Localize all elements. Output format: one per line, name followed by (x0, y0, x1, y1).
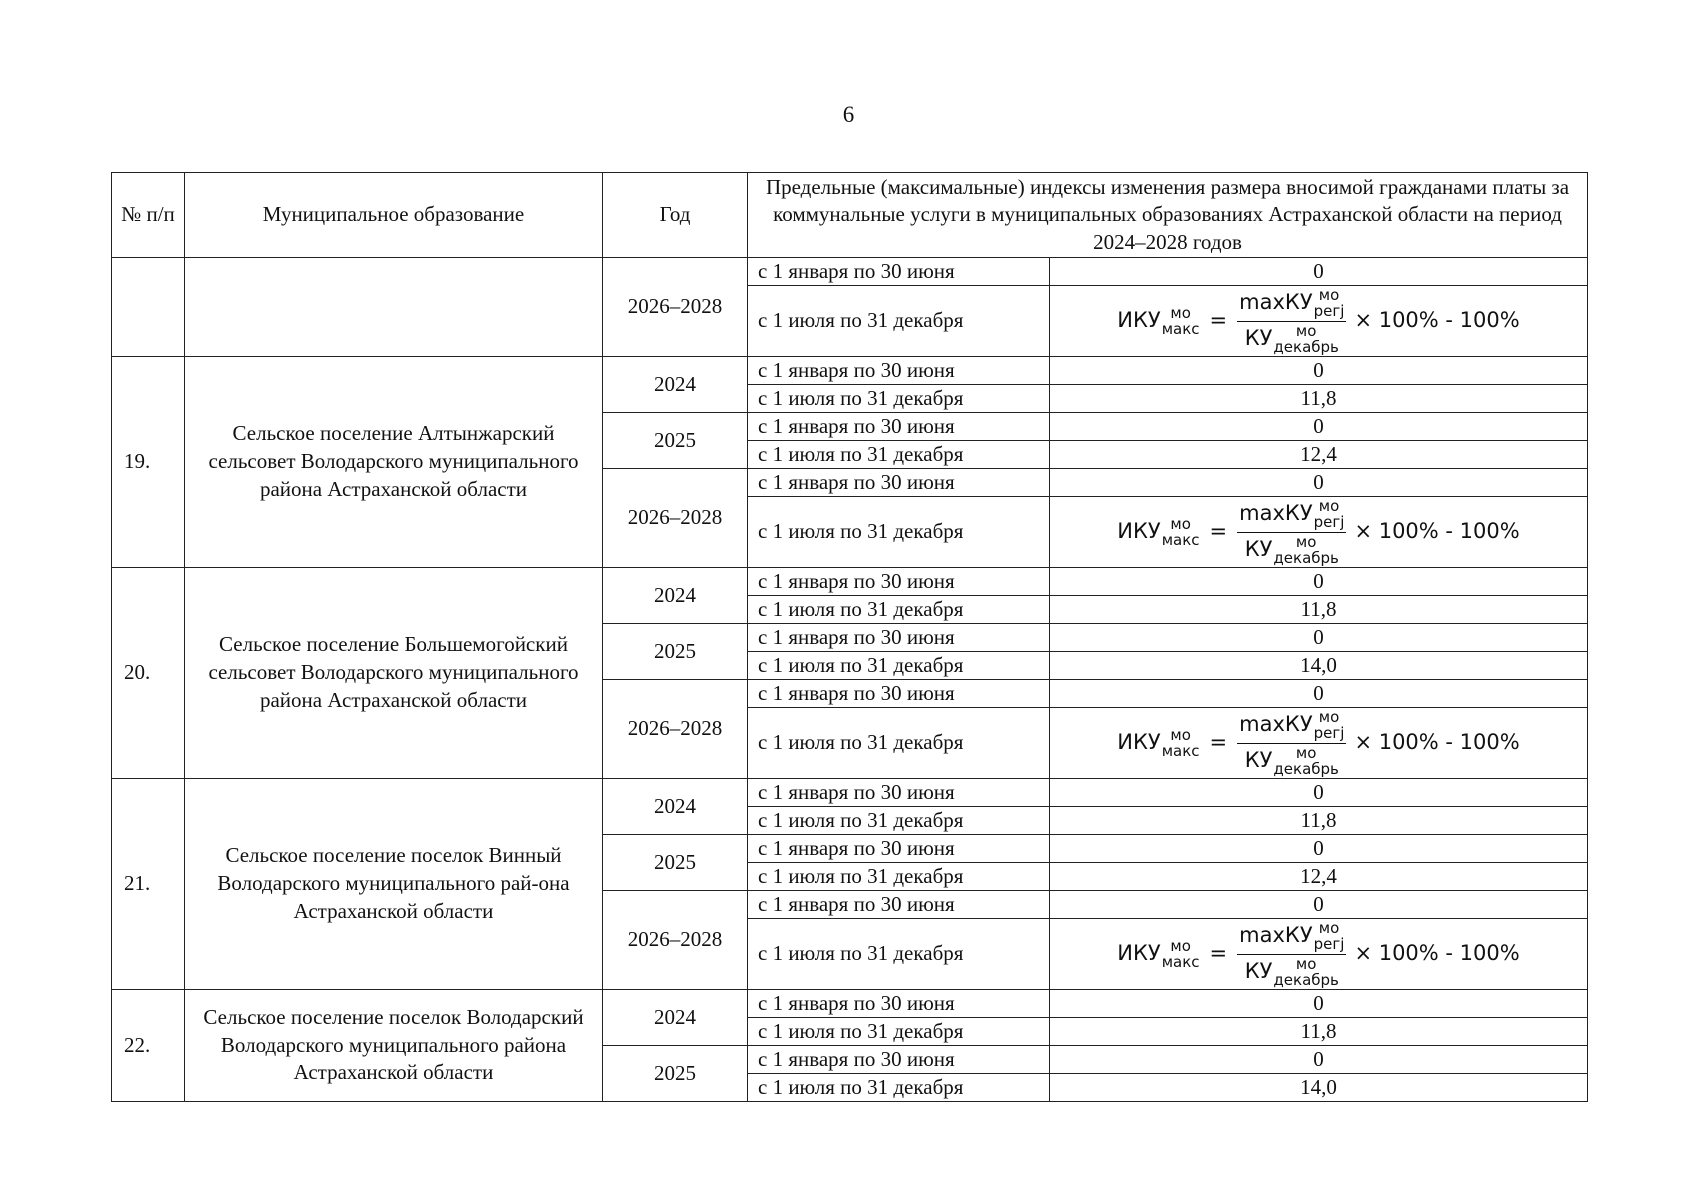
period-cell: с 1 января по 30 июня (748, 357, 1050, 385)
index-formula (1117, 496, 1520, 567)
formula-num-sup: мо (1318, 285, 1340, 304)
period-cell: с 1 января по 30 июня (748, 680, 1050, 708)
value-cell: 11,8 (1050, 596, 1588, 624)
formula-cell (1050, 919, 1588, 990)
year-cell: 2026–2028 (603, 680, 748, 779)
value-cell: 11,8 (1050, 807, 1588, 835)
period-cell: с 1 июля по 31 декабря (748, 807, 1050, 835)
period-cell: с 1 января по 30 июня (748, 990, 1050, 1018)
year-cell: 2024 (603, 357, 748, 413)
municipality-name: Сельское поселение поселок Винный Володарского муниципального рай-она Астраханской области (185, 779, 603, 990)
formula-numerator (1237, 496, 1346, 533)
formula-equals: = (1209, 308, 1228, 333)
formula-numerator (1237, 707, 1346, 744)
formula-num-sup: мо (1318, 496, 1340, 515)
period-cell: с 1 января по 30 июня (748, 891, 1050, 919)
formula-denominator (1245, 744, 1339, 777)
formula-num-sup: мо (1318, 918, 1340, 937)
period-cell: с 1 января по 30 июня (748, 835, 1050, 863)
value-cell: 14,0 (1050, 1074, 1588, 1102)
formula-equals: = (1209, 730, 1228, 755)
index-formula (1117, 918, 1520, 989)
index-formula (1117, 285, 1520, 356)
formula-den-sub: декабрь (1273, 548, 1339, 567)
formula-den-sup: мо (1295, 532, 1317, 551)
period-cell: с 1 июля по 31 декабря (748, 863, 1050, 891)
formula-denominator (1245, 322, 1339, 355)
period-cell: с 1 января по 30 июня (748, 779, 1050, 807)
year-cell: 2025 (603, 1046, 748, 1102)
municipality-empty (185, 258, 603, 357)
period-cell: с 1 июля по 31 декабря (748, 497, 1050, 568)
period-cell: с 1 июля по 31 декабря (748, 1018, 1050, 1046)
formula-fraction (1237, 496, 1346, 567)
formula-num-sub: регj (1313, 301, 1345, 320)
year-cell: 2024 (603, 779, 748, 835)
table-row (112, 568, 1588, 596)
formula-num-base: maxКУ (1239, 712, 1313, 737)
year-cell: 2025 (603, 413, 748, 469)
formula-fraction (1237, 707, 1346, 778)
formula-den-sup: мо (1295, 743, 1317, 762)
formula-denominator (1245, 533, 1339, 566)
formula-den-base: КУ (1244, 537, 1273, 562)
period-cell: с 1 июля по 31 декабря (748, 652, 1050, 680)
period-cell: с 1 января по 30 июня (748, 258, 1050, 286)
value-cell: 11,8 (1050, 385, 1588, 413)
formula-lhs-sup: мо (1170, 514, 1191, 533)
formula-lhs-scripts (1161, 936, 1200, 971)
formula-num-sub: регj (1313, 512, 1345, 531)
formula-equals: = (1209, 519, 1228, 544)
formula-lhs-sub: макс (1161, 319, 1200, 338)
formula-num-sup: мо (1318, 707, 1340, 726)
year-cell: 2026–2028 (603, 469, 748, 568)
year-cell: 2024 (603, 990, 748, 1046)
page-number: 6 (842, 102, 855, 127)
value-cell: 0 (1050, 568, 1588, 596)
formula-tail: × 100% - 100% (1354, 730, 1520, 755)
formula-den-scripts (1273, 321, 1339, 356)
period-cell: с 1 июля по 31 декабря (748, 596, 1050, 624)
formula-den-sub: декабрь (1273, 337, 1339, 356)
header-municipality: Муниципальное образование (185, 173, 603, 258)
formula-cell (1050, 497, 1588, 568)
formula-den-sub: декабрь (1273, 759, 1339, 778)
value-cell: 0 (1050, 469, 1588, 497)
formula-numerator (1237, 285, 1346, 322)
header-num: № п/п (112, 173, 185, 258)
index-formula (1117, 707, 1520, 778)
value-cell: 14,0 (1050, 652, 1588, 680)
formula-numerator (1237, 918, 1346, 955)
formula-tail: × 100% - 100% (1354, 519, 1520, 544)
value-cell: 0 (1050, 779, 1588, 807)
value-cell: 0 (1050, 990, 1588, 1018)
formula-num-sub: регj (1313, 934, 1345, 953)
value-cell: 0 (1050, 680, 1588, 708)
year-cell: 2026–2028 (603, 891, 748, 990)
formula-lhs-sub: макс (1161, 741, 1200, 760)
row-num: 22. (112, 990, 185, 1102)
formula-num-base: maxКУ (1239, 923, 1313, 948)
formula-lhs: ИКУ (1117, 941, 1161, 966)
value-cell: 0 (1050, 258, 1588, 286)
formula-cell (1050, 286, 1588, 357)
formula-den-sub: декабрь (1273, 970, 1339, 989)
period-cell: с 1 июля по 31 декабря (748, 919, 1050, 990)
formula-lhs-sub: макс (1161, 952, 1200, 971)
period-cell: с 1 января по 30 июня (748, 624, 1050, 652)
table-row (112, 779, 1588, 807)
table-header-row (112, 173, 1588, 258)
value-cell: 12,4 (1050, 863, 1588, 891)
formula-num-scripts (1313, 285, 1345, 320)
value-cell: 0 (1050, 1046, 1588, 1074)
formula-num-sub: регj (1313, 723, 1345, 742)
formula-lhs-scripts (1161, 303, 1200, 338)
formula-fraction (1237, 918, 1346, 989)
formula-den-scripts (1273, 954, 1339, 989)
year-cell: 2026–2028 (603, 258, 748, 357)
formula-equals: = (1209, 941, 1228, 966)
formula-den-scripts (1273, 532, 1339, 567)
formula-den-scripts (1273, 743, 1339, 778)
formula-tail: × 100% - 100% (1354, 941, 1520, 966)
header-year: Год (603, 173, 748, 258)
period-cell: с 1 июля по 31 декабря (748, 1074, 1050, 1102)
formula-den-base: КУ (1244, 959, 1273, 984)
value-cell: 0 (1050, 835, 1588, 863)
formula-lhs: ИКУ (1117, 308, 1161, 333)
formula-lhs-sup: мо (1170, 303, 1191, 322)
table-row (112, 990, 1588, 1018)
period-cell: с 1 января по 30 июня (748, 568, 1050, 596)
period-cell: с 1 июля по 31 декабря (748, 286, 1050, 357)
formula-tail: × 100% - 100% (1354, 308, 1520, 333)
row-num: 21. (112, 779, 185, 990)
formula-num-base: maxКУ (1239, 501, 1313, 526)
table-row (112, 357, 1588, 385)
formula-lhs-sub: макс (1161, 530, 1200, 549)
formula-lhs-sup: мо (1170, 936, 1191, 955)
formula-den-base: КУ (1244, 326, 1273, 351)
formula-lhs: ИКУ (1117, 519, 1161, 544)
row-num: 20. (112, 568, 185, 779)
row-num: 19. (112, 357, 185, 568)
period-cell: с 1 июля по 31 декабря (748, 708, 1050, 779)
formula-den-sup: мо (1295, 321, 1317, 340)
year-cell: 2025 (603, 835, 748, 891)
formula-denominator (1245, 955, 1339, 988)
value-cell: 11,8 (1050, 1018, 1588, 1046)
period-cell: с 1 июля по 31 декабря (748, 385, 1050, 413)
period-cell: с 1 января по 30 июня (748, 1046, 1050, 1074)
value-cell: 0 (1050, 413, 1588, 441)
header-index: Предельные (максимальные) индексы изменения размера вносимой гражданами платы за коммунальные услуги в муниципальных образованиях Астраханской области на период 2024–2028 годов (748, 173, 1588, 258)
value-cell: 0 (1050, 357, 1588, 385)
period-cell: с 1 января по 30 июня (748, 469, 1050, 497)
value-cell: 0 (1050, 624, 1588, 652)
row-num-empty (112, 258, 185, 357)
tariff-index-table (111, 172, 1588, 1102)
table-row (112, 258, 1588, 286)
year-cell: 2025 (603, 624, 748, 680)
municipality-name: Сельское поселение Большемогойский сельсовет Володарского муниципального района Астраханской области (185, 568, 603, 779)
formula-den-base: КУ (1244, 748, 1273, 773)
period-cell: с 1 января по 30 июня (748, 413, 1050, 441)
formula-lhs-scripts (1161, 725, 1200, 760)
formula-cell (1050, 708, 1588, 779)
formula-num-base: maxКУ (1239, 290, 1313, 315)
formula-den-sup: мо (1295, 954, 1317, 973)
formula-lhs: ИКУ (1117, 730, 1161, 755)
formula-fraction (1237, 285, 1346, 356)
municipality-name: Сельское поселение поселок Володарский Володарского муниципального района Астраханской области (185, 990, 603, 1102)
formula-num-scripts (1313, 707, 1345, 742)
formula-num-scripts (1313, 496, 1345, 531)
formula-num-scripts (1313, 918, 1345, 953)
formula-lhs-scripts (1161, 514, 1200, 549)
period-cell: с 1 июля по 31 декабря (748, 441, 1050, 469)
formula-lhs-sup: мо (1170, 725, 1191, 744)
value-cell: 0 (1050, 891, 1588, 919)
value-cell: 12,4 (1050, 441, 1588, 469)
municipality-name: Сельское поселение Алтынжарский сельсовет Володарского муниципального района Астраханской области (185, 357, 603, 568)
year-cell: 2024 (603, 568, 748, 624)
